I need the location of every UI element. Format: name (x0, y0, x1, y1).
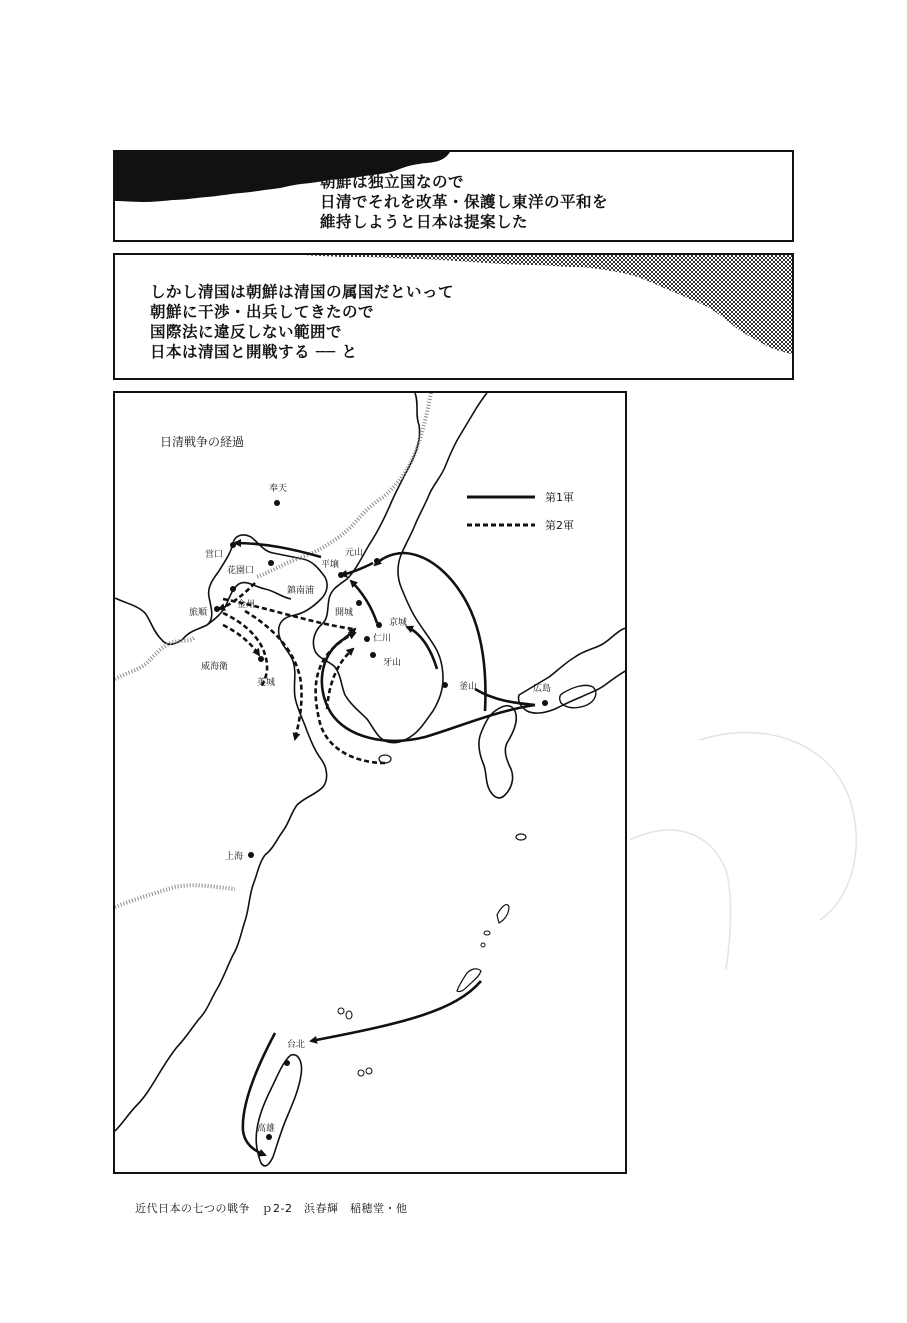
island-4 (481, 943, 485, 947)
border-shanghai (115, 885, 235, 907)
dot-jinsen (364, 636, 370, 642)
dot-takao (266, 1134, 272, 1140)
army2-route-eijo (223, 625, 259, 655)
label-shanghai: 上海 (225, 852, 244, 862)
dot-taihoku (284, 1060, 290, 1066)
label-iikaiei: 威海衛 (201, 662, 229, 672)
footer-credit: 近代日本の七つの戦争 ｐ2-2 浜春輝 稲穂堂・他 (135, 1202, 408, 1215)
army1-route-keijo-heijo (351, 581, 377, 623)
map-title: 日清戦争の経過 (160, 435, 245, 449)
dot-eiko (230, 542, 236, 548)
legend-label-army1: 第1軍 (545, 491, 574, 504)
dot-gazan (370, 652, 376, 658)
top-caption-line-2: 日清でそれを改革・保護し東洋の平和を (320, 193, 609, 211)
bottom-caption-line-3: 国際法に違反しない範囲で (150, 323, 343, 341)
dot-houten (274, 500, 280, 506)
legend-label-army2: 第2軍 (545, 519, 574, 532)
label-kaijo: 開城 (335, 608, 354, 618)
taiwan-coastline (256, 1055, 301, 1166)
dot-keijo (376, 622, 382, 628)
label-jinsen: 仁川 (373, 634, 392, 644)
label-chinnampo: 鎮南浦 (287, 586, 315, 596)
island-okinawa (457, 969, 481, 992)
dot-ryojun (214, 606, 220, 612)
island-5 (338, 1008, 344, 1014)
island-2 (497, 905, 509, 923)
army1-route-heijo-eiko (235, 543, 321, 557)
japan-kyushu (479, 706, 516, 798)
label-eiko: 営口 (205, 550, 224, 560)
label-eijo: 英城 (257, 678, 276, 688)
label-kinshu: 金州 (237, 600, 256, 610)
war-map (113, 391, 627, 1174)
top-caption-line-3: 維持しようと日本は提案した (320, 213, 529, 231)
island-8 (366, 1068, 372, 1074)
dot-fuzan (442, 682, 448, 688)
dot-kaenko (268, 560, 274, 566)
label-hiroshima: 広島 (533, 684, 552, 694)
top-caption-line-1: 朝鮮は独立国なので (320, 173, 465, 191)
label-heijo: 平壌 (321, 560, 340, 570)
island-6 (346, 1011, 352, 1019)
label-houten: 奉天 (269, 484, 288, 494)
label-takao: 高雄 (257, 1124, 276, 1134)
border-south (115, 637, 195, 679)
dot-heijo (338, 572, 344, 578)
island-1 (516, 834, 526, 840)
label-kaenko: 花園口 (227, 566, 255, 576)
bottom-caption-line-1: しかし清国は朝鮮は清国の属国だといって (150, 283, 455, 301)
dot-kinshu (230, 586, 236, 592)
island-3 (484, 931, 490, 935)
army1-route-ryukyu-taihoku (311, 981, 481, 1041)
japan-honshu (518, 627, 627, 713)
dot-shanghai (248, 852, 254, 858)
label-gensan: 元山 (345, 548, 364, 558)
map-drawing (115, 393, 627, 1174)
top-caption (320, 172, 608, 232)
island-7 (358, 1070, 364, 1076)
label-fuzan: 釜山 (459, 682, 478, 692)
bottom-caption-line-2: 朝鮮に干渉・出兵してきたので (150, 303, 375, 321)
dot-iikaiei (258, 656, 264, 662)
label-gazan: 牙山 (383, 658, 402, 668)
label-ryojun: 旅順 (189, 608, 208, 618)
bottom-panel (113, 253, 794, 380)
label-keijo: 京城 (389, 618, 408, 628)
bottom-caption (150, 282, 454, 362)
dot-gensan (374, 558, 380, 564)
dot-kaijo (356, 600, 362, 606)
army1-route-fuzan-keijo (407, 627, 437, 669)
dot-hiroshima (542, 700, 548, 706)
bottom-caption-line-4: 日本は清国と開戦する ── と (150, 343, 358, 361)
bleed-through-ghost (630, 720, 870, 980)
label-taihoku: 台北 (287, 1040, 306, 1050)
